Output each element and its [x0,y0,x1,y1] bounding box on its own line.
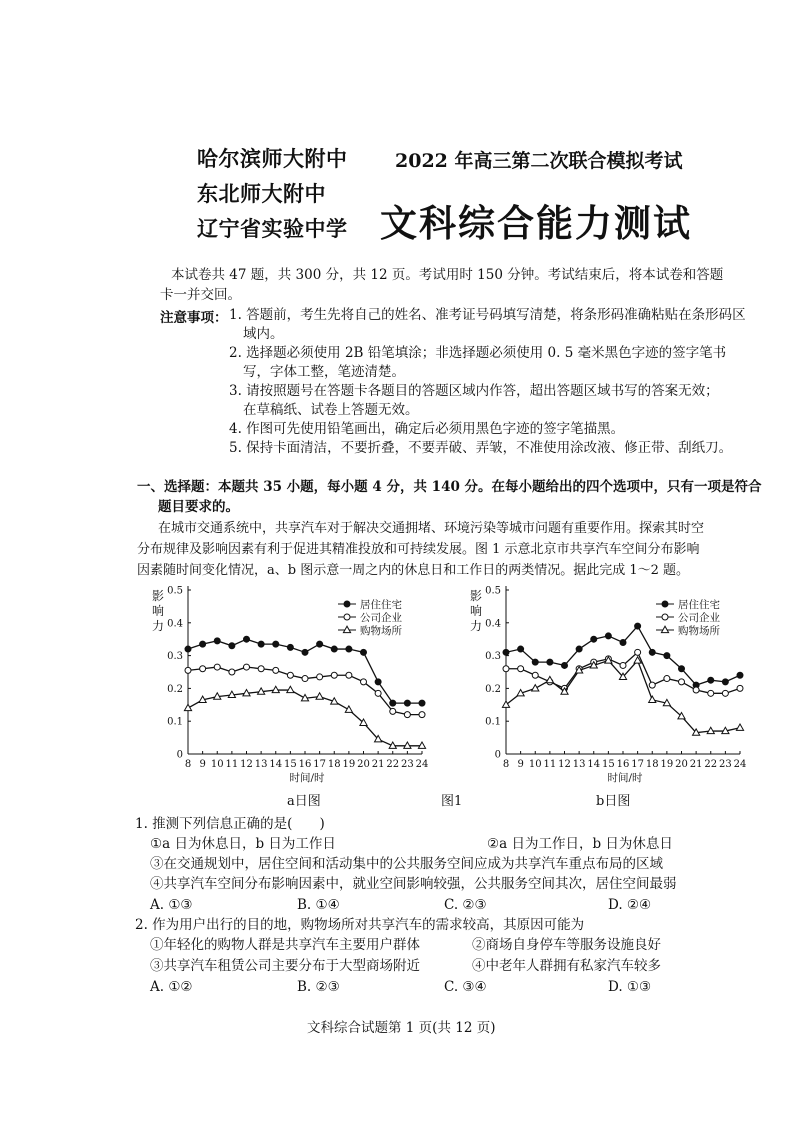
q1-choice-b[interactable]: B. ①④ [297,897,340,913]
legend-label: 居住住宅 [678,599,720,611]
x-tick-label: 17 [313,759,326,770]
data-point [287,644,293,650]
intro-line-1: 本试卷共 47 题，共 300 分，共 12 页。考试用时 150 分钟。考试结束后，将本试卷和答题 [171,267,724,283]
x-tick-label: 8 [184,759,192,770]
q2-choice-b[interactable]: B. ②③ [297,979,340,995]
y-tick-label: 0.5 [167,585,183,597]
x-tick-label: 19 [342,759,356,770]
school-name-2: 东北师大附中 [197,181,326,206]
data-point [532,685,539,691]
y-tick-label: 0.3 [485,651,501,663]
legend-label: 居住住宅 [360,599,402,611]
data-point [316,693,323,699]
school-name-1: 哈尔滨师大附中 [197,146,348,171]
x-tick-label: 23 [401,759,414,770]
data-point [635,623,641,629]
q2-statement: ①年轻化的购物人群是共享汽车主要用户群体 [150,937,420,953]
x-axis-label: 时间/时 [289,772,325,784]
data-point [185,646,191,652]
y-axis-label: 响 [151,604,165,618]
section-heading: 一、选择题：本题共 35 小题，每小题 4 分，共 140 分。在每小题给出的四个选项中，只有一项是符合 [137,479,762,495]
x-tick-label: 15 [602,759,615,770]
chart-a-caption: a日图 [287,794,321,809]
data-point [287,672,293,678]
legend-label: 购物场所 [360,625,402,637]
series-line [188,667,422,715]
x-tick-label: 13 [572,759,586,770]
legend-marker [344,601,350,607]
figure-label: 图1 [441,794,463,809]
note-line: 写，字体工整，笔迹清楚。 [243,364,405,380]
x-tick-label: 23 [719,759,732,770]
data-point [664,676,670,682]
x-tick-label: 11 [543,759,557,770]
question-1-stem: 1. 推测下列信息正确的是( ) [135,816,325,832]
data-point [184,704,191,710]
data-point [346,646,352,652]
x-tick-label: 18 [645,759,659,770]
chart-b-caption: b日图 [596,794,631,809]
data-point [214,638,220,644]
x-tick-label: 10 [528,759,542,770]
x-tick-label: 22 [386,759,400,770]
q1-statement: ④共享汽车空间分布影响因素中，就业空间影响较强，公共服务空间其次，居住空间最弱 [150,876,677,892]
x-tick-label: 21 [689,759,703,770]
data-point [331,646,337,652]
data-point [736,724,743,730]
section-heading-cont: 题目要求的。 [158,499,239,515]
note-line: 域内。 [243,326,284,342]
x-tick-label: 13 [254,759,268,770]
data-point [532,672,538,678]
data-point [518,646,524,652]
x-tick-label: 16 [298,759,312,770]
data-point [576,646,582,652]
x-tick-label: 21 [371,759,385,770]
data-point [390,700,396,706]
y-axis-label: 响 [469,604,483,618]
y-axis-label: 影 [469,589,483,603]
data-point [503,649,509,655]
note-line: 3. 请按照题号在答题卡各题目的答题区域内作答，超出答题区域书写的答案无效； [229,383,719,399]
x-axis-label: 时间/时 [607,772,643,784]
question-2-stem: 2. 作为用户出行的目的地，购物场所对共享汽车的需求较高，其原因可能为 [135,917,585,933]
y-axis-label: 力 [151,619,165,633]
data-point [375,679,381,685]
data-point [317,641,323,647]
data-point [620,662,626,668]
data-point [229,669,235,675]
data-point [708,677,714,683]
chart-a [152,586,428,785]
x-tick-label: 14 [269,759,283,770]
data-point [200,666,206,672]
data-point [345,706,352,712]
data-point [679,666,685,672]
data-point [693,687,699,693]
data-point [562,662,568,668]
y-tick-label: 0.2 [167,683,183,695]
y-tick-label: 0 [176,749,183,761]
data-point [390,708,396,714]
data-point [635,649,641,655]
legend-marker [662,601,668,607]
q2-statement: ②商场自身停车等服务设施良好 [472,937,661,953]
x-tick-label: 24 [415,759,429,770]
y-tick-label: 0.3 [167,651,183,663]
q2-statement: ③共享汽车租赁公司主要分布于大型商场附近 [150,958,420,974]
data-point [302,649,308,655]
legend-label: 公司企业 [678,612,720,624]
data-point [547,659,553,665]
legend-marker [661,626,668,632]
passage-line: 因素随时间变化情况，a、b 图示意一周之内的休息日和工作日的两类情况。据此完成 1～2 题。 [137,563,690,578]
data-point [331,672,337,678]
y-tick-label: 0.1 [167,716,183,728]
x-tick-label: 12 [240,759,253,770]
chart-b [470,586,746,785]
data-point [649,696,656,702]
x-tick-label: 20 [675,759,688,770]
x-tick-label: 19 [660,759,674,770]
data-point [200,641,206,647]
data-point [419,712,425,718]
y-tick-label: 0.1 [485,716,501,728]
data-point [404,700,410,706]
x-tick-label: 18 [327,759,341,770]
data-point [273,641,279,647]
legend-marker [343,626,350,632]
note-line: 4. 作图可先使用铅笔画出，确定后必须用黑色字迹的签字笔描黑。 [229,421,625,437]
data-point [605,633,611,639]
data-point [503,666,509,672]
data-point [404,712,410,718]
x-tick-label: 9 [517,759,524,770]
q2-choice-d[interactable]: D. ①③ [608,979,652,995]
exam-name: 2022 年高三第二次联合模拟考试 [395,150,683,172]
data-point [737,672,743,678]
x-tick-label: 14 [587,759,601,770]
legend-label: 购物场所 [678,625,720,637]
passage-line: 在城市交通系统中，共享汽车对于解决交通拥堵、环境污染等城市问题有重要作用。探索其时空 [158,521,705,536]
data-point [649,649,655,655]
data-point [273,667,279,673]
data-point [664,653,670,659]
data-point [722,690,728,696]
data-point [258,666,264,672]
q2-choice-a[interactable]: A. ①② [150,979,193,995]
note-line: 2. 选择题必须使用 2B 铅笔填涂；非选择题必须使用 0. 5 毫米黑色字迹的签字笔书 [229,345,727,361]
y-axis-label: 力 [469,619,483,633]
page-footer: 文科综合试题第 1 页(共 12 页) [307,1020,496,1036]
y-tick-label: 0.2 [485,683,501,695]
x-tick-label: 20 [357,759,370,770]
data-point [361,679,367,685]
data-point [375,690,381,696]
x-tick-label: 22 [704,759,718,770]
data-point [214,664,220,670]
q1-choice-a[interactable]: A. ①③ [150,897,193,913]
data-point [532,659,538,665]
notes-label: 注意事项： [160,310,228,326]
data-point [502,701,509,707]
data-point [737,685,743,691]
data-point [620,639,626,645]
legend-marker [344,614,350,620]
y-tick-label: 0.5 [485,585,501,597]
y-tick-label: 0 [494,749,501,761]
series-line [506,661,740,733]
x-tick-label: 8 [502,759,510,770]
data-point [346,672,352,678]
x-tick-label: 9 [199,759,206,770]
data-point [229,643,235,649]
data-point [591,636,597,642]
x-tick-label: 16 [616,759,630,770]
x-tick-label: 15 [284,759,297,770]
data-point [317,674,323,680]
data-point [258,641,264,647]
q2-choice-c[interactable]: C. ③④ [444,979,487,995]
legend-label: 公司企业 [360,612,402,624]
subject-title: 文科综合能力测试 [380,201,692,245]
legend-marker [662,614,668,620]
note-line: 在草稿纸、试卷上答题无效。 [243,402,419,418]
figure-1 [130,582,760,810]
data-point [419,700,425,706]
x-tick-label: 10 [210,759,224,770]
q1-statement: ③在交通规划中，居住空间和活动集中的公共服务空间应成为共享汽车重点布局的区域 [150,856,663,872]
y-tick-label: 0.4 [485,618,501,630]
x-tick-label: 24 [733,759,747,770]
intro-line-2: 卡一并交回。 [160,287,241,303]
x-tick-label: 12 [558,759,571,770]
x-tick-label: 17 [631,759,644,770]
q2-statement: ④中老年人群拥有私家汽车较多 [472,958,661,974]
data-point [244,636,250,642]
data-point [708,690,714,696]
q1-choice-d[interactable]: D. ②④ [608,897,652,913]
x-tick-label: 11 [225,759,239,770]
data-point [722,679,728,685]
school-name-3: 辽宁省实验中学 [197,216,348,241]
data-point [302,676,308,682]
data-point [649,682,655,688]
note-line: 1. 答题前，考生先将自己的姓名、准考证号码填写清楚，将条形码准确粘贴在条形码区 [229,307,746,323]
q1-statement: ②a 日为工作日，b 日为休息日 [487,836,673,852]
q1-statement: ①a 日为休息日，b 日为工作日 [150,836,336,852]
y-axis-label: 影 [151,589,165,603]
data-point [679,679,685,685]
data-point [185,667,191,673]
data-point [518,666,524,672]
note-line: 5. 保持卡面清洁，不要折叠，不要弄破、弄皱，不准使用涂改液、修正带、刮纸刀。 [229,440,733,456]
passage-line: 分布规律及影响因素有利于促进其精准投放和可持续发展。图 1 示意北京市共享汽车空间分布影响 [137,542,700,557]
data-point [244,664,250,670]
y-tick-label: 0.4 [167,618,183,630]
q1-choice-c[interactable]: C. ②③ [444,897,487,913]
data-point [361,649,367,655]
